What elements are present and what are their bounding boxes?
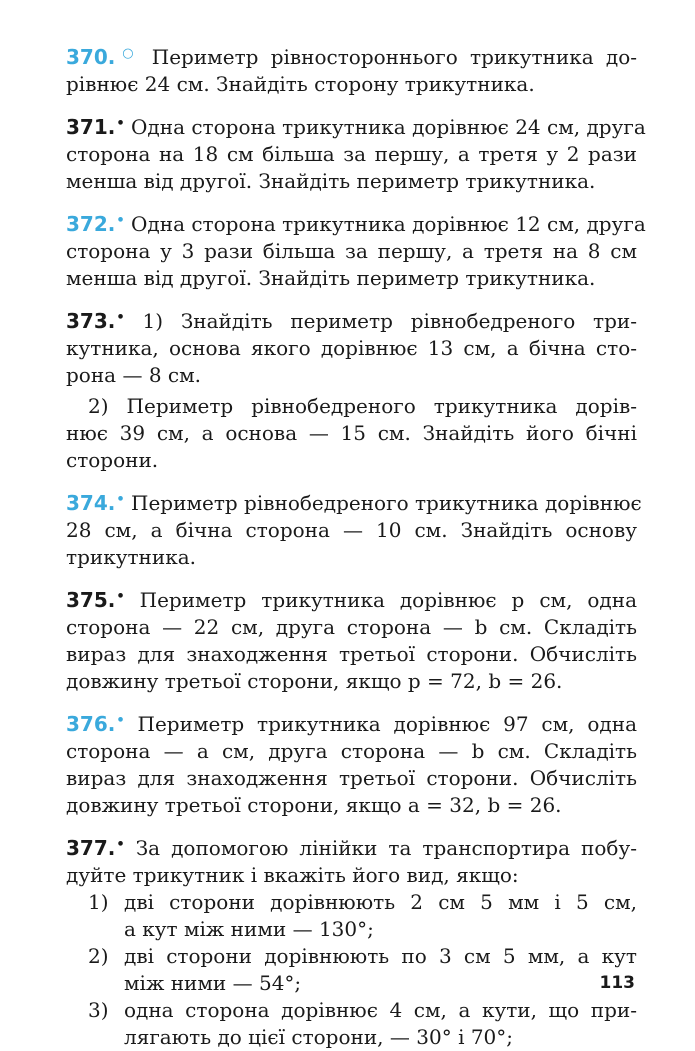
- problem-number: 371.: [66, 115, 116, 139]
- sub-item-line: дві сторони дорівнюють по 3 см 5 мм, а кут: [124, 944, 637, 968]
- problem-text-line: нює 39 см, а основа — 15 см. Знайдіть його бічні: [66, 421, 637, 445]
- sub-item-number: 1): [88, 890, 109, 914]
- problem-number: 376.: [66, 712, 116, 736]
- problem-text-line: дуйте трикутник і вкажіть його вид, якщо:: [66, 863, 519, 887]
- problem-371: [66, 110, 646, 195]
- problem-text-line: вираз для знаходження третьої сторони. Обчисліть: [66, 642, 637, 666]
- problem-text-line: сторона — a см, друга сторона — b см. Складіть: [66, 739, 637, 763]
- problem-text-line: трикутника.: [66, 545, 196, 569]
- problem-number: 373.: [66, 309, 116, 333]
- problem-text-line: довжину третьої сторони, якщо a = 32, b = 26.: [66, 793, 562, 817]
- problem-text-line: сторона у 3 рази більша за першу, а третя на 8 см: [66, 239, 637, 263]
- problem-376: [66, 707, 637, 819]
- problem-text-line: Одна сторона трикутника дорівнює 12 см, друга: [131, 212, 646, 236]
- sub-item-2: [66, 943, 637, 997]
- problem-text-line: сторони.: [66, 448, 159, 472]
- difficulty-mark: •: [116, 713, 125, 728]
- problem-text-line: сторона — 22 см, друга сторона — b см. Складіть: [66, 615, 637, 639]
- problem-374: [66, 486, 642, 571]
- difficulty-mark: ○: [116, 46, 140, 61]
- difficulty-mark: •: [116, 213, 125, 228]
- difficulty-mark: •: [116, 589, 125, 604]
- sub-item-number: 3): [88, 998, 109, 1022]
- problem-text-line: 1) Знайдіть периметр рівнобедреного три-: [142, 309, 638, 333]
- problem-text-line: рівнює 24 см. Знайдіть сторону трикутника.: [66, 72, 535, 96]
- sub-item-line: а кут між ними — 130°;: [124, 917, 374, 941]
- problem-text-line: менша від другої. Знайдіть периметр трикутника.: [66, 266, 596, 290]
- problem-373: [66, 304, 637, 474]
- sub-item-3: [66, 997, 637, 1051]
- problem-number: 370.: [66, 45, 116, 69]
- sub-item-line: між ними — 54°;: [124, 971, 302, 995]
- problem-number: 377.: [66, 836, 116, 860]
- problem-372: [66, 207, 646, 292]
- problem-number: 374.: [66, 491, 116, 515]
- problem-text-line: кутника, основа якого дорівнює 13 см, а бічна сто-: [66, 336, 637, 360]
- problem-text-line: Периметр трикутника дорівнює p см, одна: [139, 588, 638, 612]
- problem-text-line: Одна сторона трикутника дорівнює 24 см, друга: [131, 115, 646, 139]
- sub-item-line: лягають до цієї сторони, — 30° і 70°;: [124, 1025, 514, 1049]
- difficulty-mark: •: [116, 492, 125, 507]
- problem-text-line: менша від другої. Знайдіть периметр трикутника.: [66, 169, 596, 193]
- problem-text-line: За допомогою лінійки та транспортира побу-: [135, 836, 637, 860]
- sub-item-line: одна сторона дорівнює 4 см, а кути, що при-: [124, 998, 637, 1022]
- problem-text-line: Периметр рівностороннього трикутника до-: [151, 45, 638, 69]
- problem-text-line: довжину третьої сторони, якщо p = 72, b = 26.: [66, 669, 563, 693]
- problem-text-line: 2) Периметр рівнобедреного трикутника дорів-: [88, 394, 637, 418]
- difficulty-mark: •: [116, 310, 125, 325]
- problem-number: 372.: [66, 212, 116, 236]
- problem-370: [66, 40, 637, 98]
- problem-text-line: сторона на 18 см більша за першу, а третя у 2 рази: [66, 142, 637, 166]
- problem-375: [66, 583, 637, 695]
- difficulty-mark: •: [116, 116, 125, 131]
- problem-number: 375.: [66, 588, 116, 612]
- page-number: 113: [599, 973, 635, 993]
- problem-text-line: 28 см, а бічна сторона — 10 см. Знайдіть основу: [66, 518, 637, 542]
- problem-text-line: Периметр рівнобедреного трикутника дорівнює: [131, 491, 642, 515]
- sub-item-1: [66, 889, 637, 943]
- problem-text-line: вираз для знаходження третьої сторони. Обчисліть: [66, 766, 637, 790]
- sub-item-line: дві сторони дорівнюють 2 см 5 мм і 5 см,: [124, 890, 637, 914]
- sub-item-number: 2): [88, 944, 109, 968]
- problem-text-line: Периметр трикутника дорівнює 97 см, одна: [137, 712, 637, 736]
- problem-377: [66, 831, 637, 1051]
- difficulty-mark: •: [116, 837, 125, 852]
- problem-text-line: рона — 8 см.: [66, 363, 202, 387]
